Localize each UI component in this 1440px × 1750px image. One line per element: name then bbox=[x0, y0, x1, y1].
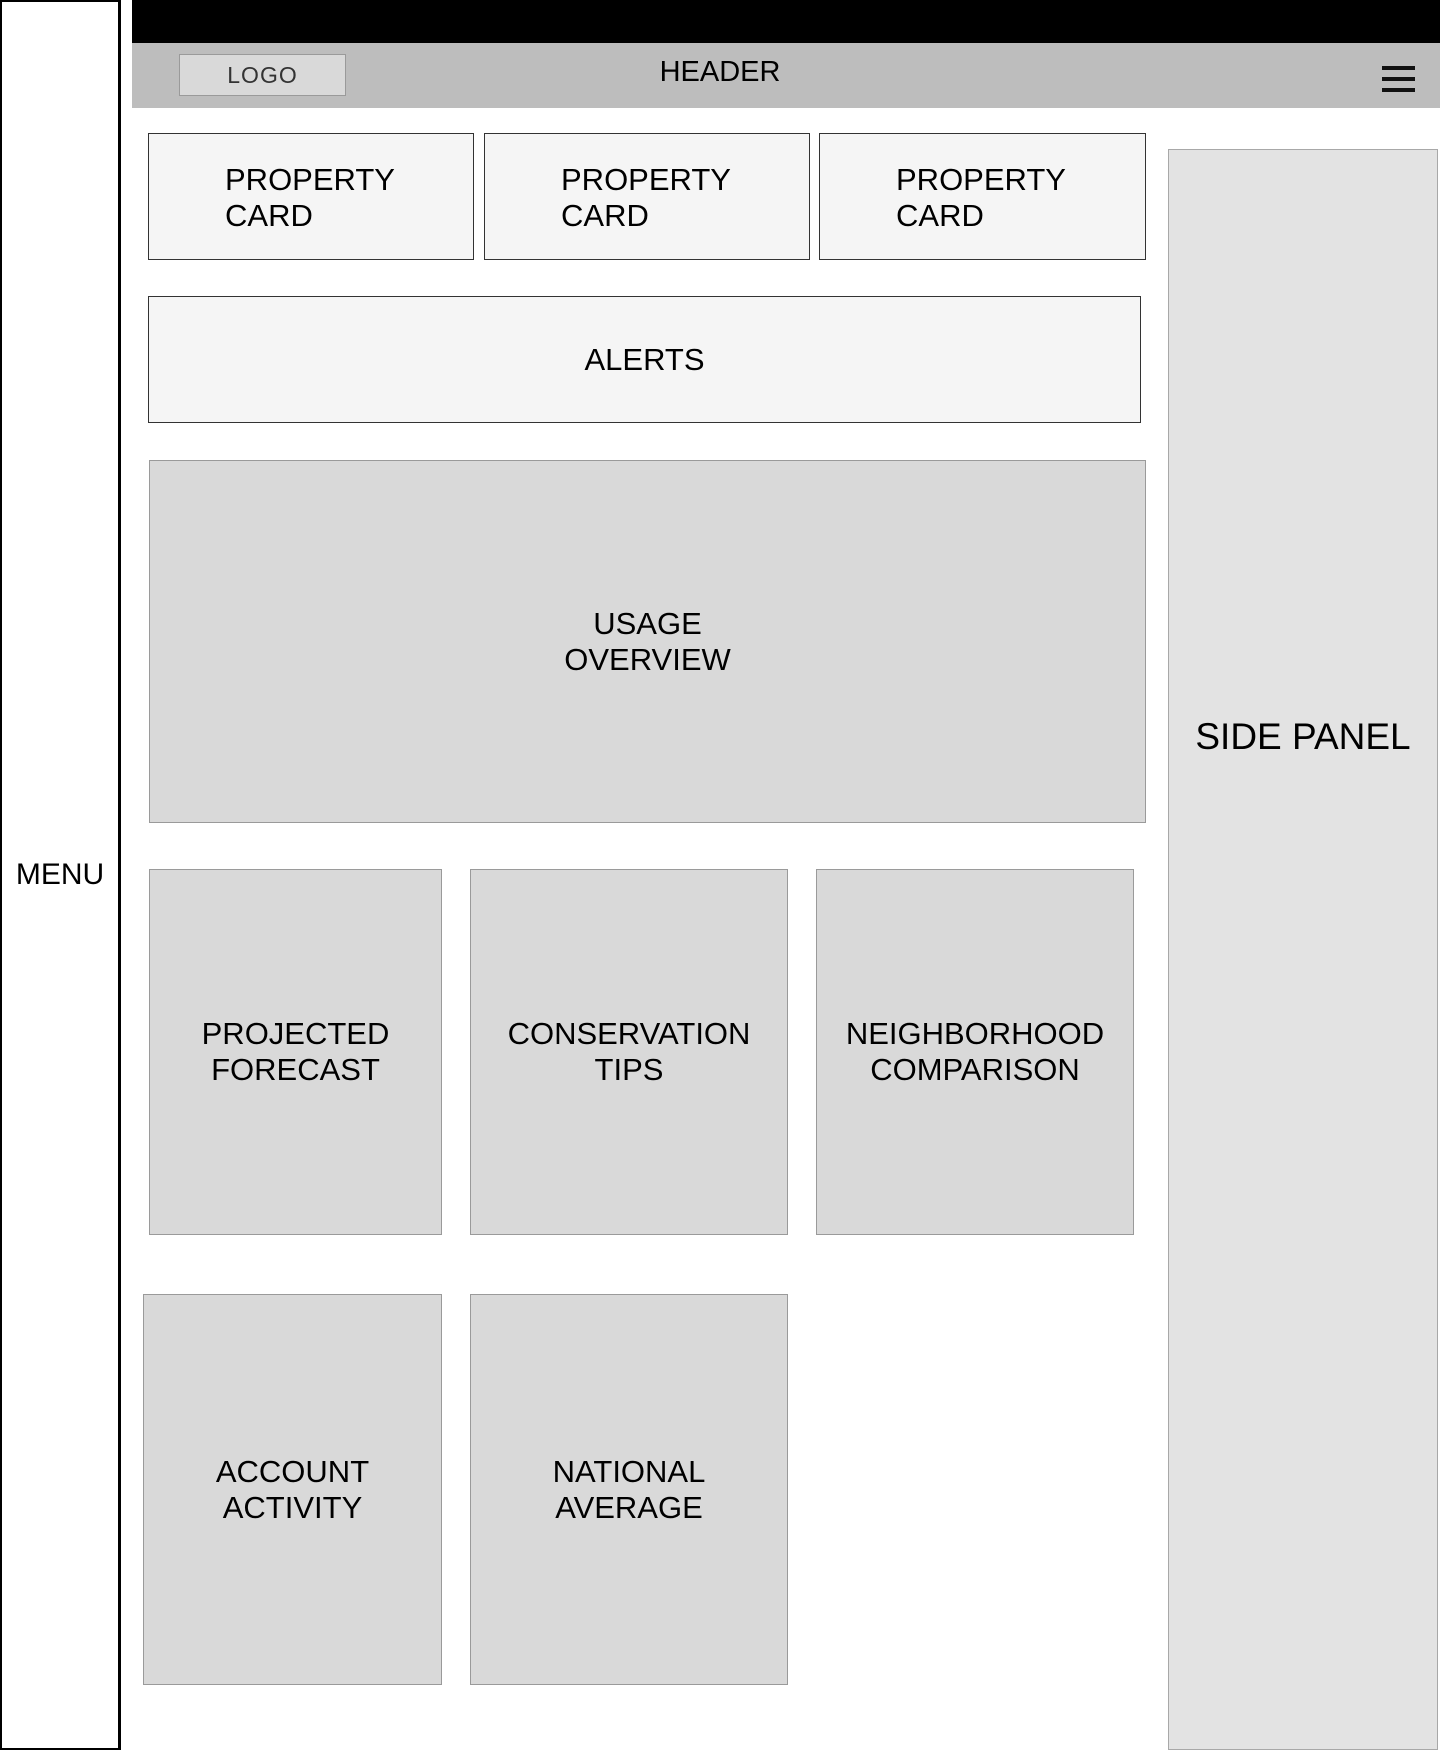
national-average-line2: AVERAGE bbox=[555, 1489, 703, 1525]
projected-forecast-line2: FORECAST bbox=[211, 1052, 380, 1087]
projected-forecast-panel[interactable] bbox=[149, 869, 442, 1235]
usage-overview-line2: OVERVIEW bbox=[564, 641, 731, 677]
property-card-2[interactable] bbox=[484, 133, 810, 260]
menu-sidebar[interactable] bbox=[0, 0, 121, 1750]
property-card-title-line1: PROPERTY bbox=[225, 162, 395, 197]
usage-overview-panel[interactable] bbox=[149, 460, 1146, 823]
header-title: HEADER bbox=[659, 55, 781, 88]
hamburger-icon[interactable] bbox=[1376, 63, 1424, 99]
menu-label: MENU bbox=[15, 858, 105, 891]
neighborhood-comparison-line2: COMPARISON bbox=[870, 1052, 1080, 1087]
neighborhood-comparison-panel[interactable] bbox=[816, 869, 1134, 1235]
usage-overview-line1: USAGE bbox=[593, 605, 702, 641]
account-activity-line2: ACTIVITY bbox=[222, 1489, 363, 1525]
national-average-panel[interactable] bbox=[470, 1294, 788, 1685]
side-panel[interactable] bbox=[1168, 149, 1438, 1750]
conservation-tips-line2: TIPS bbox=[594, 1052, 664, 1087]
property-card-1[interactable] bbox=[148, 133, 474, 260]
property-card-title-line2: CARD bbox=[561, 198, 649, 233]
property-card-title-line1: PROPERTY bbox=[896, 162, 1066, 197]
conservation-tips-line1: CONSERVATION bbox=[507, 1016, 751, 1051]
account-activity-line1: ACCOUNT bbox=[215, 1453, 370, 1489]
top-bar bbox=[132, 0, 1440, 43]
logo[interactable] bbox=[179, 54, 346, 96]
neighborhood-comparison-line1: NEIGHBORHOOD bbox=[845, 1016, 1105, 1051]
side-panel-label: SIDE PANEL bbox=[1195, 716, 1411, 757]
national-average-line1: NATIONAL bbox=[552, 1453, 706, 1489]
alerts-label: ALERTS bbox=[584, 341, 705, 377]
property-card-3[interactable] bbox=[819, 133, 1146, 260]
property-card-title-line1: PROPERTY bbox=[561, 162, 731, 197]
property-card-title-line2: CARD bbox=[896, 198, 984, 233]
logo-label: LOGO bbox=[227, 61, 298, 88]
conservation-tips-panel[interactable] bbox=[470, 869, 788, 1235]
property-card-title-line2: CARD bbox=[225, 198, 313, 233]
projected-forecast-line1: PROJECTED bbox=[201, 1016, 390, 1051]
alerts-panel[interactable] bbox=[148, 296, 1141, 423]
account-activity-panel[interactable] bbox=[143, 1294, 442, 1685]
